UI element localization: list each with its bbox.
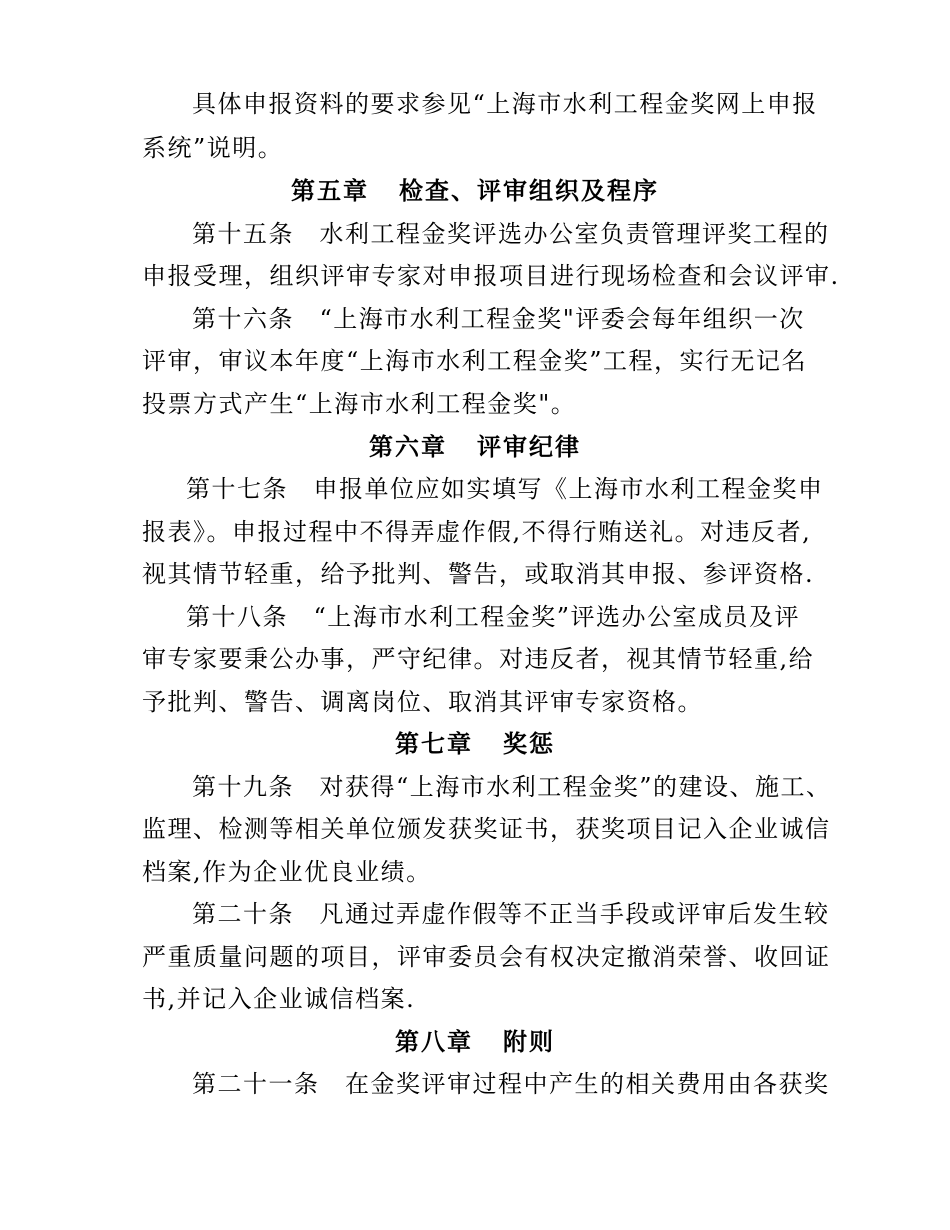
chapter-title: 奖惩: [503, 730, 555, 758]
paragraph-line: 第十五条 水利工程金奖评选办公室负责管理评奖工程的: [192, 220, 830, 248]
paragraph-line: 严重质量问题的项目，评审委员会有权决定撤消荣誉、收回证: [142, 943, 831, 971]
paragraph-line: 予批判、警告、调离岗位、取消其评审专家资格。: [142, 688, 703, 716]
chapter-heading: [0, 176, 950, 206]
chapter-number: 第五章: [291, 177, 369, 205]
chapter-title: 附则: [503, 1028, 555, 1056]
paragraph-line: 第十六条 “上海市水利工程金奖"评委会每年组织一次: [192, 305, 805, 333]
paragraph-line: 具体申报资料的要求参见“上海市水利工程金奖网上申报: [192, 90, 818, 118]
paragraph-line: 投票方式产生“上海市水利工程金奖"。: [142, 390, 577, 418]
chapter-heading: [0, 432, 950, 462]
paragraph-line: 系统”说明。: [142, 134, 284, 162]
paragraph-line: 第十九条 对获得“上海市水利工程金奖”的建设、施工、: [192, 773, 832, 801]
chapter-heading: [0, 729, 950, 759]
paragraph-line: 第二十条 凡通过弄虚作假等不正当手段或评审后发生较: [192, 900, 830, 928]
chapter-title: 评审纪律: [477, 433, 581, 461]
chapter-number: 第六章: [369, 433, 447, 461]
paragraph-line: 审专家要秉公办事，严守纪律。对违反者，视其情节轻重,给: [142, 645, 815, 673]
paragraph-line: 第十八条 “上海市水利工程金奖”评选办公室成员及评: [186, 603, 801, 631]
chapter-number: 第七章: [395, 730, 473, 758]
paragraph-line: 视其情节轻重，给予批判、警告，或取消其申报、参评资格.: [142, 560, 815, 588]
paragraph-line: 申报受理，组织评审专家对申报项目进行现场检查和会议评审.: [142, 262, 840, 290]
chapter-number: 第八章: [395, 1028, 473, 1056]
chapter-title: 检查、评审组织及程序: [399, 177, 659, 205]
chapter-heading: [0, 1027, 950, 1057]
paragraph-line: 第十七条 申报单位应如实填写《上海市水利工程金奖申: [186, 475, 824, 503]
paragraph-line: 档案,作为企业优良业绩。: [142, 858, 432, 886]
paragraph-line: 报表》。申报过程中不得弄虚作假,不得行贿送礼。对违反者,: [142, 518, 812, 546]
paragraph-line: 评审，审议本年度“上海市水利工程金奖”工程，实行无记名: [142, 347, 808, 375]
paragraph-line: 监理、检测等相关单位颁发获奖证书，获奖项目记入企业诚信: [142, 815, 831, 843]
paragraph-line: 书,并记入企业诚信档案.: [142, 985, 416, 1013]
paragraph-line: 第二十一条 在金奖评审过程中产生的相关费用由各获奖: [192, 1070, 830, 1098]
